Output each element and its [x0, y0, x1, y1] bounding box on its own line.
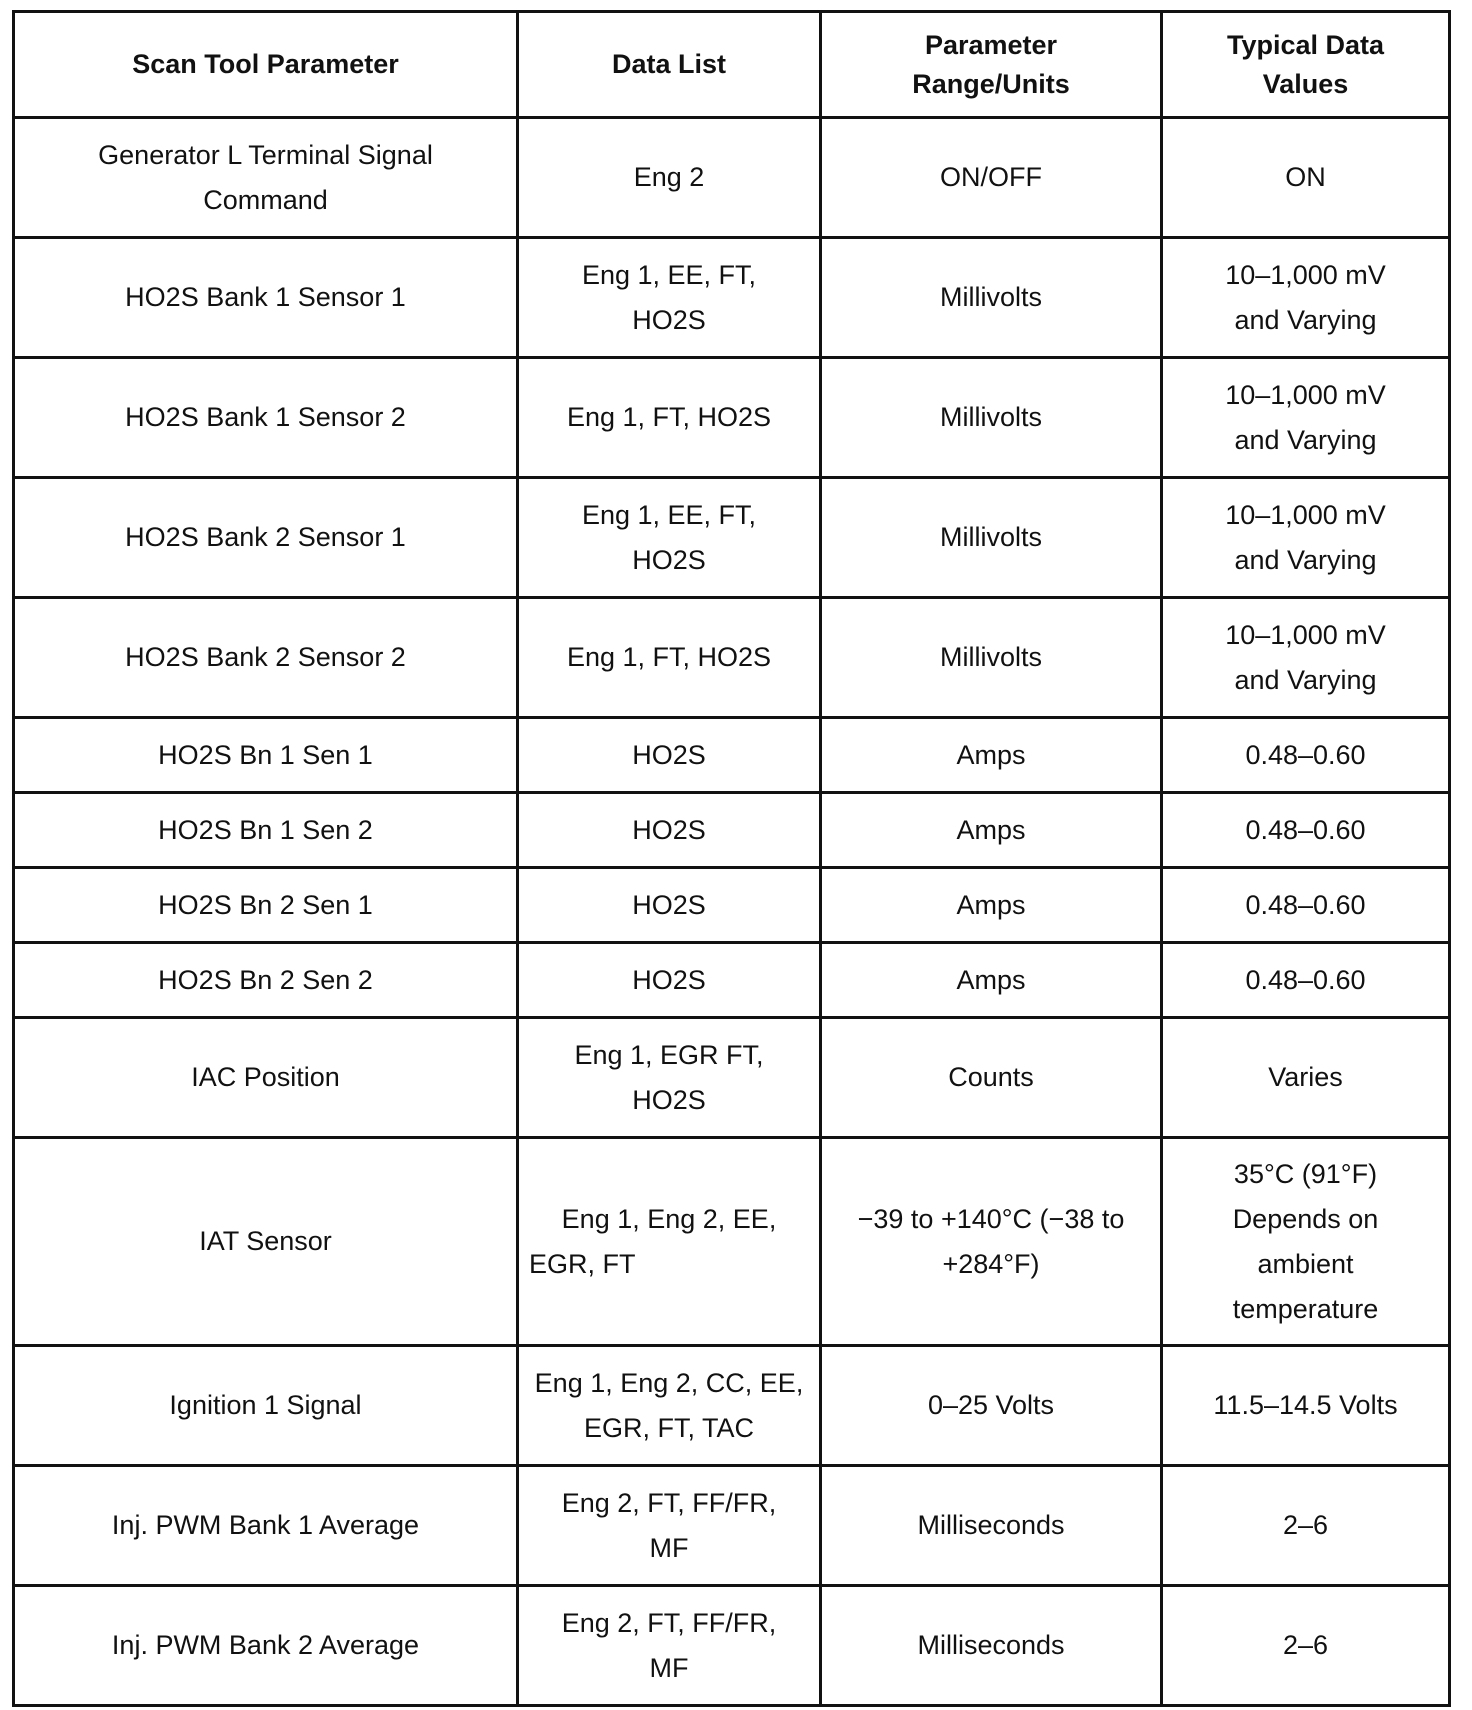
table-row: [14, 118, 1450, 238]
cell-data-list: Eng 1, Eng 2, CC, EE, EGR, FT, TAC: [518, 1346, 821, 1466]
cell-range-units: Millivolts: [821, 238, 1162, 358]
cell-data-list: HO2S: [518, 943, 821, 1018]
cell-parameter: IAC Position: [14, 1018, 518, 1138]
header-scan-tool-parameter: Scan Tool Parameter: [14, 12, 518, 118]
cell-typical-values: 10–1,000 mV and Varying: [1162, 478, 1450, 598]
cell-parameter: HO2S Bank 2 Sensor 2: [14, 598, 518, 718]
cell-data-list: Eng 2: [518, 118, 821, 238]
cell-typical-values: Varies: [1162, 1018, 1450, 1138]
cell-typical-values: 10–1,000 mV and Varying: [1162, 358, 1450, 478]
cell-range-units: −39 to +140°C (−38 to +284°F): [821, 1138, 1162, 1346]
cell-data-list: HO2S: [518, 793, 821, 868]
cell-data-list: HO2S: [518, 868, 821, 943]
cell-data-list: Eng 1, Eng 2, EE, EGR, FT: [518, 1138, 821, 1346]
header-parameter-range-units: Parameter Range/Units: [821, 12, 1162, 118]
cell-range-units: Milliseconds: [821, 1586, 1162, 1706]
cell-parameter: HO2S Bank 1 Sensor 1: [14, 238, 518, 358]
cell-typical-values: ON: [1162, 118, 1450, 238]
table-row: [14, 868, 1450, 943]
table-row: [14, 1138, 1450, 1346]
cell-parameter: HO2S Bn 2 Sen 2: [14, 943, 518, 1018]
header-typical-data-values: Typical Data Values: [1162, 12, 1450, 118]
cell-parameter: Ignition 1 Signal: [14, 1346, 518, 1466]
cell-range-units: Amps: [821, 718, 1162, 793]
cell-parameter: Generator L Terminal Signal Command: [14, 118, 518, 238]
cell-typical-values: 2–6: [1162, 1586, 1450, 1706]
table-row: [14, 238, 1450, 358]
cell-typical-values: 10–1,000 mV and Varying: [1162, 598, 1450, 718]
cell-data-list: Eng 2, FT, FF/FR, MF: [518, 1466, 821, 1586]
cell-typical-values: 0.48–0.60: [1162, 793, 1450, 868]
cell-typical-values: 0.48–0.60: [1162, 718, 1450, 793]
cell-data-list: Eng 1, FT, HO2S: [518, 598, 821, 718]
cell-parameter: HO2S Bank 2 Sensor 1: [14, 478, 518, 598]
cell-parameter: Inj. PWM Bank 2 Average: [14, 1586, 518, 1706]
table-row: [14, 1586, 1450, 1706]
cell-data-list: HO2S: [518, 718, 821, 793]
table-row: [14, 943, 1450, 1018]
cell-range-units: Milliseconds: [821, 1466, 1162, 1586]
cell-parameter: HO2S Bn 2 Sen 1: [14, 868, 518, 943]
cell-range-units: 0–25 Volts: [821, 1346, 1162, 1466]
table-header-row: [14, 12, 1450, 118]
cell-range-units: ON/OFF: [821, 118, 1162, 238]
cell-data-list: Eng 1, EGR FT, HO2S: [518, 1018, 821, 1138]
header-data-list: Data List: [518, 12, 821, 118]
table-row: [14, 1466, 1450, 1586]
cell-parameter: HO2S Bn 1 Sen 2: [14, 793, 518, 868]
cell-typical-values: 0.48–0.60: [1162, 868, 1450, 943]
cell-range-units: Millivolts: [821, 478, 1162, 598]
cell-range-units: Millivolts: [821, 358, 1162, 478]
cell-data-list: Eng 1, EE, FT, HO2S: [518, 238, 821, 358]
table-row: [14, 358, 1450, 478]
cell-range-units: Amps: [821, 868, 1162, 943]
table-row: [14, 598, 1450, 718]
cell-parameter: Inj. PWM Bank 1 Average: [14, 1466, 518, 1586]
cell-typical-values: 35°C (91°F) Depends on ambient temperature: [1162, 1138, 1450, 1346]
table-row: [14, 1346, 1450, 1466]
cell-data-list: Eng 2, FT, FF/FR, MF: [518, 1586, 821, 1706]
cell-typical-values: 0.48–0.60: [1162, 943, 1450, 1018]
scan-tool-data-table: [12, 10, 1451, 1707]
cell-range-units: Amps: [821, 793, 1162, 868]
table-row: [14, 1018, 1450, 1138]
cell-typical-values: 11.5–14.5 Volts: [1162, 1346, 1450, 1466]
cell-parameter: HO2S Bank 1 Sensor 2: [14, 358, 518, 478]
cell-range-units: Millivolts: [821, 598, 1162, 718]
cell-data-list: Eng 1, FT, HO2S: [518, 358, 821, 478]
cell-typical-values: 10–1,000 mV and Varying: [1162, 238, 1450, 358]
table-row: [14, 478, 1450, 598]
cell-parameter: HO2S Bn 1 Sen 1: [14, 718, 518, 793]
cell-typical-values: 2–6: [1162, 1466, 1450, 1586]
table-row: [14, 718, 1450, 793]
cell-data-list: Eng 1, EE, FT, HO2S: [518, 478, 821, 598]
cell-range-units: Amps: [821, 943, 1162, 1018]
cell-range-units: Counts: [821, 1018, 1162, 1138]
table-row: [14, 793, 1450, 868]
cell-parameter: IAT Sensor: [14, 1138, 518, 1346]
